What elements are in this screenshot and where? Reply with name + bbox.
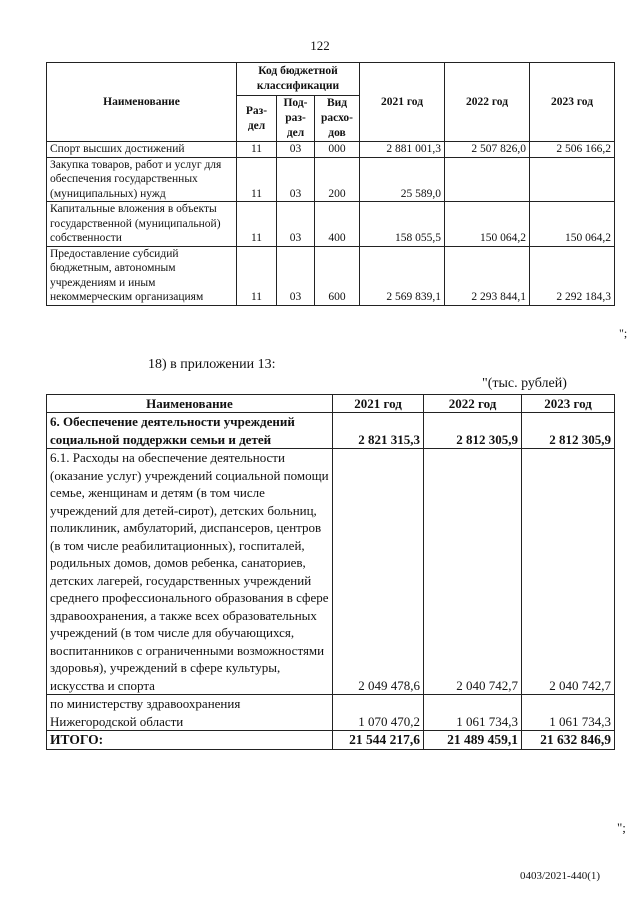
header-2022: 2022 год (445, 63, 530, 142)
header-name: Наименование (47, 63, 237, 142)
row-section: 11 (237, 246, 277, 305)
table-row (47, 695, 615, 731)
row-2021: 2 569 839,1 (360, 246, 445, 305)
row-2022: 2 040 742,7 (424, 449, 522, 695)
row-type: 200 (315, 157, 360, 202)
total-label: ИТОГО: (47, 731, 333, 750)
header-subsection: Под-раз-дел (277, 96, 315, 142)
quote-close: "; (617, 820, 626, 835)
header-2021: 2021 год (360, 63, 445, 142)
document-code: 0403/2021-440(1) (520, 870, 601, 882)
row-2022: 150 064,2 (445, 202, 530, 247)
row-type: 400 (315, 202, 360, 247)
row-2021: 25 589,0 (360, 157, 445, 202)
row-2023: 2 292 184,3 (530, 246, 615, 305)
row-2022: 2 293 844,1 (445, 246, 530, 305)
total-2022: 21 489 459,1 (424, 731, 522, 750)
total-row (47, 731, 615, 750)
row-subsection: 03 (277, 157, 315, 202)
row-2021: 1 070 470,2 (333, 695, 424, 731)
row-2021: 2 821 315,3 (333, 413, 424, 449)
row-2022: 1 061 734,3 (424, 695, 522, 731)
row-2022 (445, 157, 530, 202)
table-row (47, 142, 615, 158)
table-row (47, 157, 615, 202)
row-2023: 2 506 166,2 (530, 142, 615, 158)
header-name: Наименование (47, 395, 333, 413)
quote-close: "; (619, 326, 628, 340)
header-2023: 2023 год (530, 63, 615, 142)
row-2022: 2 507 826,0 (445, 142, 530, 158)
table-row (47, 246, 615, 305)
table-row (47, 202, 615, 247)
header-2023: 2023 год (522, 395, 615, 413)
row-2021: 2 881 001,3 (360, 142, 445, 158)
section-intro: 18) в приложении 13: (148, 357, 276, 372)
table-row (47, 449, 615, 695)
row-2021: 158 055,5 (360, 202, 445, 247)
row-2022: 2 812 305,9 (424, 413, 522, 449)
header-2021: 2021 год (333, 395, 424, 413)
row-name: Капитальные вложения в объекты государственной (муниципальной) собственности (47, 202, 237, 247)
page-number: 122 (310, 38, 330, 53)
units-label: "(тыс. рублей) (482, 376, 567, 391)
row-section: 11 (237, 202, 277, 247)
row-name: 6.1. Расходы на обеспечение деятельности (оказание услуг) учреждений социальной помощи семье, женщинам и детям (в том числе учреждений для детей-сирот), детских больниц, поликлиник, амбулаторий, диспансеров, центров (в том числе реабилитационных), госпиталей, родильных домов, домов ребенка, санаториев, детских лагерей, государственных учреждений среднего профессионального образования в сфере здравоохранения, а также всех образовательных учреждений (в том числе для обучающихся, воспитанников с ограниченными возможностями здоровья), учреждений в сфере культуры, искусства и спорта (47, 449, 333, 695)
header-section: Раз-дел (237, 96, 277, 142)
row-name: Предоставление субсидий бюджетным, автономным учреждениям и иным некоммерческим организациям (47, 246, 237, 305)
row-section: 11 (237, 157, 277, 202)
row-2023 (530, 157, 615, 202)
header-expense-type: Вид расхо-дов (315, 96, 360, 142)
row-type: 600 (315, 246, 360, 305)
row-subsection: 03 (277, 202, 315, 247)
total-2023: 21 632 846,9 (522, 731, 615, 750)
row-2023: 150 064,2 (530, 202, 615, 247)
header-budget-code: Код бюджетной классификации (237, 63, 360, 96)
row-subsection: 03 (277, 142, 315, 158)
row-name: Закупка товаров, работ и услуг для обеспечения государственных (муниципальных) нужд (47, 157, 237, 202)
row-name: Спорт высших достижений (47, 142, 237, 158)
table-row (47, 413, 615, 449)
row-section: 11 (237, 142, 277, 158)
header-2022: 2022 год (424, 395, 522, 413)
row-2023: 2 812 305,9 (522, 413, 615, 449)
total-2021: 21 544 217,6 (333, 731, 424, 750)
row-2023: 2 040 742,7 (522, 449, 615, 695)
appendix-13-table (46, 394, 615, 750)
row-type: 000 (315, 142, 360, 158)
row-2023: 1 061 734,3 (522, 695, 615, 731)
row-2021: 2 049 478,6 (333, 449, 424, 695)
row-subsection: 03 (277, 246, 315, 305)
row-name: 6. Обеспечение деятельности учреждений социальной поддержки семьи и детей (47, 413, 333, 449)
budget-classification-table (46, 62, 615, 306)
row-name: по министерству здравоохранения Нижегородской области (47, 695, 333, 731)
